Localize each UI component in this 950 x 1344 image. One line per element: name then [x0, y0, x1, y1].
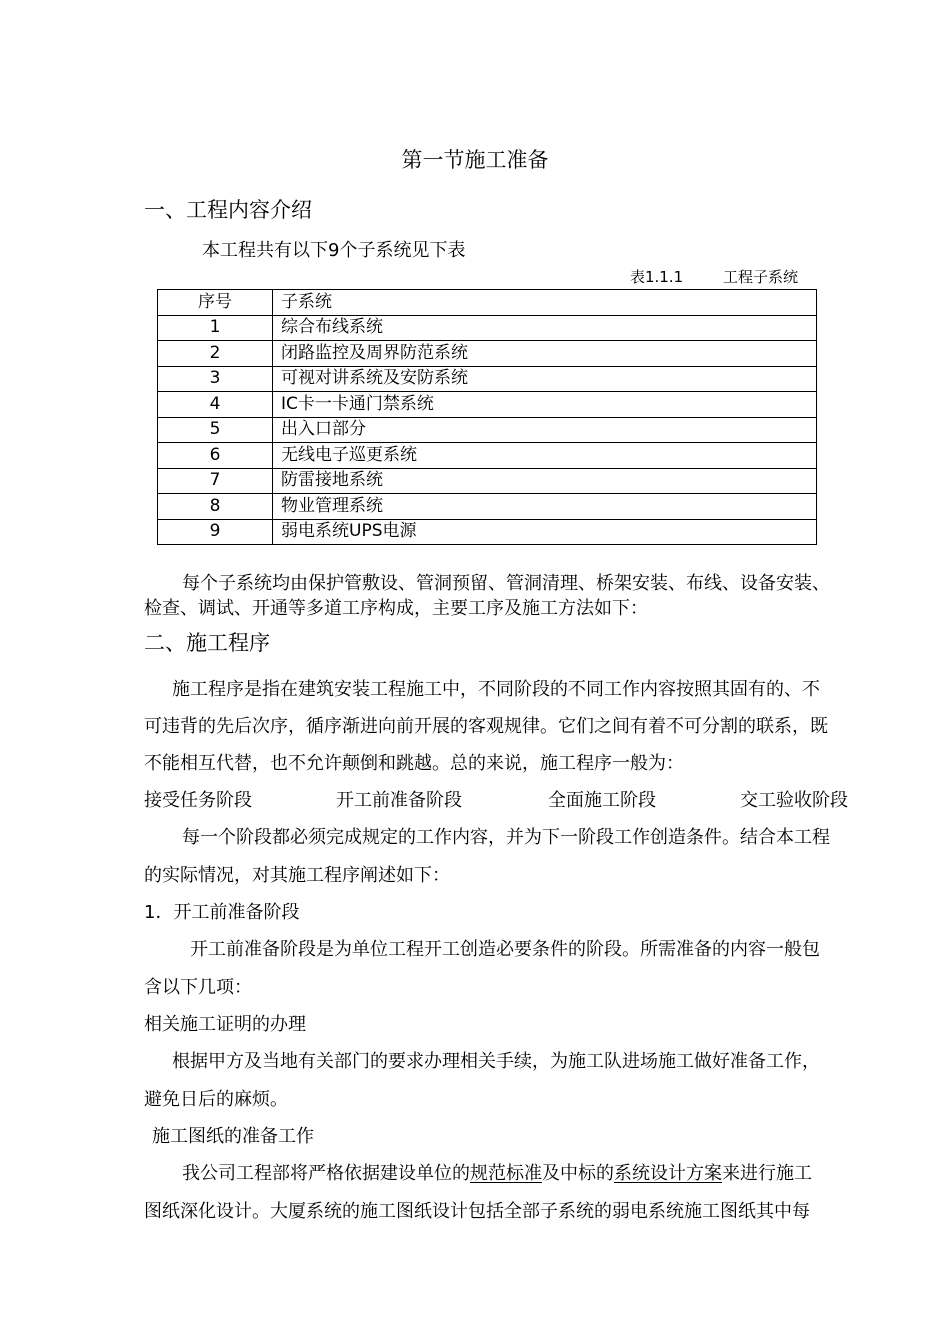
subsection-title: 1．开工前准备阶段: [144, 902, 300, 923]
item-title: 施工图纸的准备工作: [152, 1126, 314, 1147]
table-header-subsystem: 子系统: [273, 290, 817, 316]
table-row: [158, 341, 817, 367]
heading-project-content: 一、工程内容介绍: [144, 198, 312, 222]
table-row: [158, 494, 817, 520]
underlined-term: 系统设计方案: [614, 1163, 722, 1184]
table-cell-subsystem: IC卡一卡通门禁系统: [273, 392, 817, 418]
table-cell-index: 9: [158, 519, 273, 545]
stage-item: 接受任务阶段: [144, 790, 252, 811]
table-cell-subsystem: 闭路监控及周界防范系统: [273, 341, 817, 367]
para-text: 我公司工程部将严格依据建设单位的: [182, 1163, 470, 1184]
para-stages-line1: 每一个阶段都必须完成规定的工作内容，并为下一阶段工作创造条件。结合本工程: [182, 827, 830, 848]
para-subsystems-line2: 检查、调试、开通等多道工序构成，主要工序及施工方法如下：: [144, 598, 648, 619]
table-cell-subsystem: 出入口部分: [273, 417, 817, 443]
stage-item: 交工验收阶段: [740, 790, 848, 811]
section-title: 第一节施工准备: [401, 148, 549, 172]
table-cell-index: 8: [158, 494, 273, 520]
para-item2-line1: [182, 1165, 812, 1183]
stage-item: 开工前准备阶段: [336, 790, 462, 811]
table-header-row: [158, 290, 817, 316]
para-item1-line1: 根据甲方及当地有关部门的要求办理相关手续，为施工队进场施工做好准备工作，: [172, 1051, 820, 1072]
table-row: [158, 443, 817, 469]
table-cell-index: 2: [158, 341, 273, 367]
underlined-term: 规范标准: [470, 1163, 542, 1184]
table-cell-index: 6: [158, 443, 273, 469]
table-cell-subsystem: 物业管理系统: [273, 494, 817, 520]
para-text: 及中标的: [542, 1163, 614, 1184]
para-program-line3: 不能相互代替，也不允许颠倒和跳越。总的来说，施工程序一般为：: [144, 753, 684, 774]
table-cell-subsystem: 综合布线系统: [273, 315, 817, 341]
table-caption-number: 表1.1.1: [630, 268, 684, 286]
para-item2-line2: 图纸深化设计。大厦系统的施工图纸设计包括全部子系统的弱电系统施工图纸其中每: [144, 1201, 810, 1222]
table-caption-name: 工程子系统: [723, 268, 799, 286]
para-stages-line2: 的实际情况，对其施工程序阐述如下：: [144, 865, 450, 886]
para-item1-line2: 避免日后的麻烦。: [144, 1089, 288, 1110]
table-row: [158, 392, 817, 418]
table-row: [158, 468, 817, 494]
table-cell-subsystem: 弱电系统UPS电源: [273, 519, 817, 545]
para-prep-line1: 开工前准备阶段是为单位工程开工创造必要条件的阶段。所需准备的内容一般包: [190, 939, 820, 960]
table-cell-index: 5: [158, 417, 273, 443]
table-cell-subsystem: 防雷接地系统: [273, 468, 817, 494]
intro-text: 本工程共有以下9个子系统见下表: [202, 240, 466, 261]
table-header-index: 序号: [158, 290, 273, 316]
table-cell-subsystem: 无线电子巡更系统: [273, 443, 817, 469]
para-text: 来进行施工: [722, 1163, 812, 1184]
stage-item: 全面施工阶段: [548, 790, 656, 811]
table-row: [158, 519, 817, 545]
table-cell-index: 1: [158, 315, 273, 341]
para-prep-line2: 含以下几项：: [144, 977, 252, 998]
item-title: 相关施工证明的办理: [144, 1014, 306, 1035]
table-row: [158, 417, 817, 443]
table-cell-index: 4: [158, 392, 273, 418]
table-row: [158, 315, 817, 341]
table-cell-index: 3: [158, 366, 273, 392]
subsystem-table: [157, 289, 817, 545]
table-row: [158, 366, 817, 392]
table-cell-index: 7: [158, 468, 273, 494]
table-cell-subsystem: 可视对讲系统及安防系统: [273, 366, 817, 392]
para-program-line1: 施工程序是指在建筑安装工程施工中，不同阶段的不同工作内容按照其固有的、不: [172, 679, 820, 700]
heading-construction-program: 二、施工程序: [144, 631, 270, 655]
para-subsystems-line1: 每个子系统均由保护管敷设、管洞预留、管洞清理、桥架安装、布线、设备安装、: [182, 573, 830, 594]
para-program-line2: 可违背的先后次序，循序渐进向前开展的客观规律。它们之间有着不可分割的联系，既: [144, 716, 828, 737]
